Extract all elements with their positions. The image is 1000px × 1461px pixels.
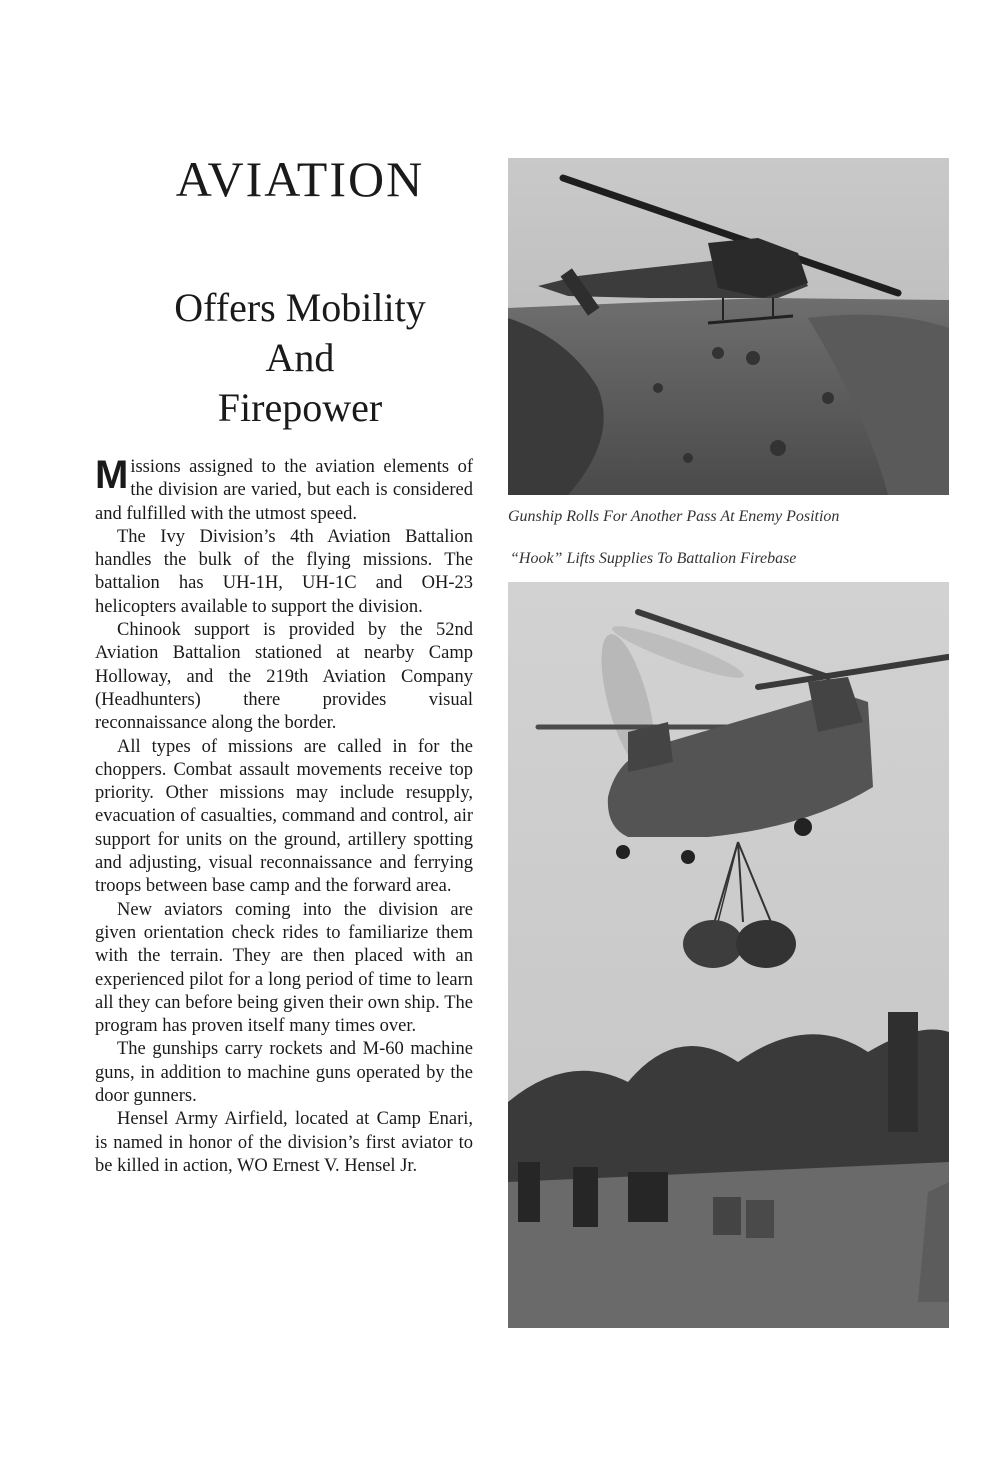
gunship-caption: Gunship Rolls For Another Pass At Enemy Position bbox=[508, 508, 840, 525]
article-paragraph: All types of missions are called in for the choppers. Combat assault movements receive top priority. Other missions may include resupply, evacuation of casualties, command and control, air support for units on the ground, artillery spotting and adjusting, visual reconnaissance and ferrying troops between base camp and the forward area. bbox=[95, 736, 473, 897]
page-title: AVIATION bbox=[175, 151, 425, 207]
article-paragraph: Chinook support is provided by the 52nd Aviation Battalion stationed at nearby Camp Holloway, and the 219th Aviation Company (Headhunters) there provides visual reconnaissance along the border. bbox=[95, 620, 473, 734]
subtitle-line: And bbox=[265, 335, 335, 380]
article-paragraph: The Ivy Division’s 4th Aviation Battalion handles the bulk of the flying missions. The battalion has UH-1H, UH-1C and OH-23 helicopters available to support the division. bbox=[95, 526, 473, 617]
paragraph-text: issions assigned to the aviation elements of the division are varied, but each is considered and fulfilled with the utmost speed. bbox=[95, 457, 473, 524]
drop-cap: M bbox=[95, 453, 129, 497]
article-paragraph: Hensel Army Airfield, located at Camp Enari, is named in honor of the division’s first aviator to be killed in action, WO Ernest V. Hensel Jr. bbox=[95, 1109, 473, 1176]
article-paragraph bbox=[95, 453, 473, 526]
subtitle-line: Offers Mobility bbox=[174, 285, 426, 330]
article-paragraph: The gunships carry rockets and M-60 machine guns, in addition to machine guns operated by the door gunners. bbox=[95, 1039, 473, 1107]
article-body bbox=[95, 453, 473, 1178]
gunship-photo bbox=[508, 158, 949, 495]
article-paragraph: New aviators coming into the division are given orientation check rides to familiarize them with the terrain. They are then placed with an experienced pilot for a long period of time to learn all they can before being given their own ship. The program has proven itself many times over. bbox=[95, 899, 473, 1037]
chinook-caption: “Hook” Lifts Supplies To Battalion Firebase bbox=[510, 550, 797, 567]
chinook-photo bbox=[508, 582, 949, 1328]
subtitle bbox=[95, 283, 505, 433]
subtitle-line: Firepower bbox=[217, 385, 383, 430]
